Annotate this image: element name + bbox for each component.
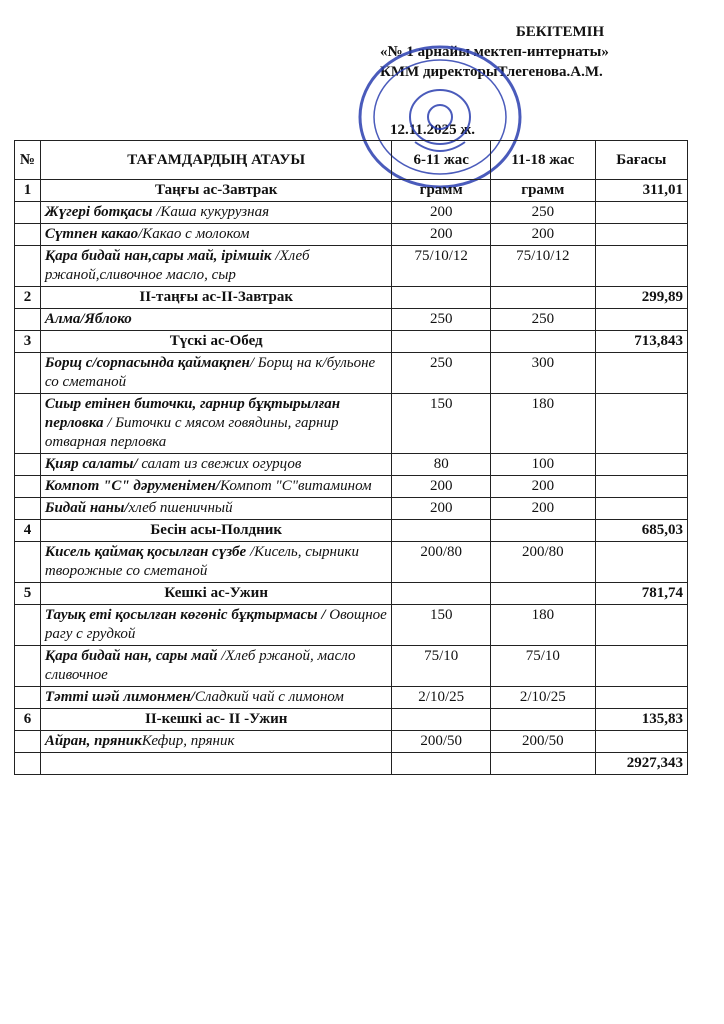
dish-number-cell bbox=[15, 246, 41, 287]
dish-grams-6-11: 200/80 bbox=[392, 542, 491, 583]
dish-number-cell bbox=[15, 224, 41, 246]
dish-name-ru: /Хлеб ржаной, масло сливочное bbox=[44, 648, 356, 683]
dish-number-cell bbox=[15, 498, 41, 520]
dish-price-cell bbox=[595, 309, 687, 331]
dish-grams-6-11: 75/10/12 bbox=[392, 246, 491, 287]
dish-number-cell bbox=[15, 542, 41, 583]
dish-name bbox=[40, 476, 392, 498]
dish-row bbox=[15, 246, 688, 287]
dish-name-ru: /Какао с молоком bbox=[138, 226, 250, 242]
dish-name bbox=[40, 687, 392, 709]
dish-name-kz: Сүтпен какао bbox=[44, 226, 139, 242]
total-name-cell bbox=[40, 753, 392, 775]
meal-unit-6-11 bbox=[392, 287, 491, 309]
approval-date: 12.11.2025 ж. bbox=[390, 122, 476, 138]
dish-row bbox=[15, 687, 688, 709]
dish-name-kz: Бидай наны/ bbox=[44, 500, 129, 516]
dish-price-cell bbox=[595, 498, 687, 520]
dish-number-cell bbox=[15, 731, 41, 753]
dish-price-cell bbox=[595, 646, 687, 687]
meal-title: Таңғы ас-Завтрак bbox=[40, 180, 392, 202]
dish-grams-6-11: 150 bbox=[392, 605, 491, 646]
dish-grams-6-11: 200 bbox=[392, 224, 491, 246]
menu-body bbox=[15, 180, 688, 775]
dish-grams-6-11: 250 bbox=[392, 309, 491, 331]
dish-name-kz: Айран, пряник bbox=[44, 733, 142, 749]
meal-title: Түскі ас-Обед bbox=[40, 331, 392, 353]
dish-row bbox=[15, 224, 688, 246]
meal-title: Кешкі ас-Ужин bbox=[40, 583, 392, 605]
meal-unit-6-11 bbox=[392, 709, 491, 731]
dish-grams-6-11: 200 bbox=[392, 202, 491, 224]
meal-price: 713,843 bbox=[595, 331, 687, 353]
school-name: «№ 1 арнайы мектеп-интернаты» bbox=[380, 44, 609, 60]
dish-row bbox=[15, 646, 688, 687]
dish-grams-11-18: 250 bbox=[490, 202, 595, 224]
header-age-11-18: 11-18 жас bbox=[490, 141, 595, 180]
dish-grams-11-18: 200 bbox=[490, 224, 595, 246]
total-row bbox=[15, 753, 688, 775]
dish-grams-11-18: 100 bbox=[490, 454, 595, 476]
meal-price: 781,74 bbox=[595, 583, 687, 605]
dish-row bbox=[15, 476, 688, 498]
meal-number: 3 bbox=[15, 331, 41, 353]
meal-unit-11-18 bbox=[490, 520, 595, 542]
dish-name bbox=[40, 394, 392, 454]
meal-row bbox=[15, 331, 688, 353]
dish-grams-11-18: 200/80 bbox=[490, 542, 595, 583]
meal-number: 4 bbox=[15, 520, 41, 542]
dish-name-kz: Қара бидай нан,сары май, ірімшік bbox=[44, 248, 272, 264]
dish-grams-6-11: 200 bbox=[392, 498, 491, 520]
meal-number: 2 bbox=[15, 287, 41, 309]
meal-price: 311,01 bbox=[595, 180, 687, 202]
dish-name bbox=[40, 605, 392, 646]
director-line: КММ директорыТлегенова.А.М. bbox=[380, 64, 603, 80]
total-g1-cell bbox=[392, 753, 491, 775]
dish-name-ru: /Хлеб ржаной,сливочное масло, сыр bbox=[44, 248, 310, 283]
dish-grams-11-18: 2/10/25 bbox=[490, 687, 595, 709]
dish-name bbox=[40, 202, 392, 224]
dish-grams-6-11: 200/50 bbox=[392, 731, 491, 753]
total-g2-cell bbox=[490, 753, 595, 775]
meal-price: 135,83 bbox=[595, 709, 687, 731]
dish-grams-6-11: 150 bbox=[392, 394, 491, 454]
dish-price-cell bbox=[595, 454, 687, 476]
dish-grams-6-11: 75/10 bbox=[392, 646, 491, 687]
dish-number-cell bbox=[15, 687, 41, 709]
dish-number-cell bbox=[15, 646, 41, 687]
meal-unit-11-18 bbox=[490, 583, 595, 605]
meal-unit-6-11 bbox=[392, 583, 491, 605]
header-age-6-11: 6-11 жас bbox=[392, 141, 491, 180]
meal-unit-11-18 bbox=[490, 709, 595, 731]
dish-number-cell bbox=[15, 476, 41, 498]
header-price: Бағасы bbox=[595, 141, 687, 180]
dish-row bbox=[15, 353, 688, 394]
dish-name bbox=[40, 224, 392, 246]
dish-number-cell bbox=[15, 309, 41, 331]
dish-name bbox=[40, 454, 392, 476]
dish-grams-11-18: 180 bbox=[490, 394, 595, 454]
dish-price-cell bbox=[595, 394, 687, 454]
meal-number: 1 bbox=[15, 180, 41, 202]
meal-row bbox=[15, 287, 688, 309]
dish-name-ru: хлеб пшеничный bbox=[128, 500, 233, 516]
dish-name bbox=[40, 353, 392, 394]
dish-name-kz: Кисель қаймақ қосылған сүзбе bbox=[44, 544, 247, 560]
dish-grams-6-11: 80 bbox=[392, 454, 491, 476]
dish-price-cell bbox=[595, 202, 687, 224]
meal-unit-11-18: грамм bbox=[490, 180, 595, 202]
header-no: № bbox=[15, 141, 41, 180]
dish-name-kz: Тәтті шәй лимонмен/ bbox=[44, 689, 195, 705]
dish-name bbox=[40, 542, 392, 583]
dish-number-cell bbox=[15, 353, 41, 394]
meal-unit-6-11 bbox=[392, 520, 491, 542]
dish-row bbox=[15, 498, 688, 520]
dish-name-ru: Кефир, пряник bbox=[141, 733, 235, 749]
dish-name-ru: салат из свежих огурцов bbox=[137, 456, 302, 472]
dish-name bbox=[40, 498, 392, 520]
dish-price-cell bbox=[595, 476, 687, 498]
dish-name bbox=[40, 309, 392, 331]
dish-name-kz: Тауық еті қосылған көгөніс бұқтырмасы / bbox=[44, 607, 326, 623]
dish-grams-11-18: 200 bbox=[490, 498, 595, 520]
meal-number: 5 bbox=[15, 583, 41, 605]
dish-name-kz: Қияр салаты/ bbox=[44, 456, 138, 472]
meal-price: 685,03 bbox=[595, 520, 687, 542]
dish-grams-11-18: 75/10/12 bbox=[490, 246, 595, 287]
dish-grams-11-18: 250 bbox=[490, 309, 595, 331]
dish-name bbox=[40, 246, 392, 287]
meal-title: Бесін асы-Полдник bbox=[40, 520, 392, 542]
dish-name-kz: Қара бидай нан, сары май bbox=[44, 648, 218, 664]
dish-name-ru: Сладкий чай с лимоном bbox=[194, 689, 344, 705]
dish-row bbox=[15, 605, 688, 646]
dish-price-cell bbox=[595, 731, 687, 753]
header-name: ТАҒАМДАРДЫҢ АТАУЫ bbox=[40, 141, 392, 180]
dish-number-cell bbox=[15, 454, 41, 476]
meal-row bbox=[15, 709, 688, 731]
meal-unit-6-11 bbox=[392, 331, 491, 353]
menu-table bbox=[14, 140, 688, 775]
dish-name-ru: / Биточки с мясом говядины, гарнир отварная перловка bbox=[44, 415, 339, 450]
dish-name-kz: Сиыр етінен биточки, гарнир бұқтырылған перловка bbox=[44, 396, 341, 431]
dish-name-ru: Компот "С"витамином bbox=[219, 478, 372, 494]
dish-name bbox=[40, 646, 392, 687]
meal-unit-11-18 bbox=[490, 331, 595, 353]
dish-row bbox=[15, 454, 688, 476]
dish-row bbox=[15, 309, 688, 331]
dish-grams-6-11: 250 bbox=[392, 353, 491, 394]
dish-grams-11-18: 300 bbox=[490, 353, 595, 394]
dish-name-kz: Алма/Яблоко bbox=[44, 311, 132, 327]
dish-price-cell bbox=[595, 605, 687, 646]
meal-title: II-таңғы ас-II-Завтрак bbox=[40, 287, 392, 309]
dish-row bbox=[15, 542, 688, 583]
total-no-cell bbox=[15, 753, 41, 775]
dish-name-ru: / Борщ на к/бульоне со сметаной bbox=[44, 355, 376, 390]
dish-row bbox=[15, 731, 688, 753]
meal-number: 6 bbox=[15, 709, 41, 731]
dish-price-cell bbox=[595, 542, 687, 583]
meal-price: 299,89 bbox=[595, 287, 687, 309]
dish-price-cell bbox=[595, 224, 687, 246]
dish-name-kz: Борщ с/сорпасында қаймақпен bbox=[44, 355, 250, 371]
total-price: 2927,343 bbox=[595, 753, 687, 775]
dish-name-kz: Компот "С" дәруменімен/ bbox=[44, 478, 220, 494]
dish-price-cell bbox=[595, 353, 687, 394]
dish-name bbox=[40, 731, 392, 753]
dish-name-ru: /Каша кукурузная bbox=[152, 204, 270, 220]
dish-grams-6-11: 2/10/25 bbox=[392, 687, 491, 709]
meal-row bbox=[15, 520, 688, 542]
dish-name-ru: /Кисель, сырники творожные со сметаной bbox=[44, 544, 359, 579]
meal-title: II-кешкі ас- II -Ужин bbox=[40, 709, 392, 731]
meal-unit-6-11: грамм bbox=[392, 180, 491, 202]
dish-grams-11-18: 180 bbox=[490, 605, 595, 646]
dish-grams-11-18: 200 bbox=[490, 476, 595, 498]
dish-name-ru: Овощное рагу с грудкой bbox=[44, 607, 387, 642]
dish-name-kz: Жүгері ботқасы bbox=[44, 204, 153, 220]
dish-grams-11-18: 200/50 bbox=[490, 731, 595, 753]
approval-title: БЕКІТЕМІН bbox=[515, 24, 605, 40]
dish-number-cell bbox=[15, 605, 41, 646]
dish-number-cell bbox=[15, 394, 41, 454]
meal-row bbox=[15, 583, 688, 605]
dish-price-cell bbox=[595, 687, 687, 709]
dish-row bbox=[15, 202, 688, 224]
dish-row bbox=[15, 394, 688, 454]
dish-number-cell bbox=[15, 202, 41, 224]
meal-unit-11-18 bbox=[490, 287, 595, 309]
dish-grams-11-18: 75/10 bbox=[490, 646, 595, 687]
dish-grams-6-11: 200 bbox=[392, 476, 491, 498]
dish-price-cell bbox=[595, 246, 687, 287]
meal-row bbox=[15, 180, 688, 202]
